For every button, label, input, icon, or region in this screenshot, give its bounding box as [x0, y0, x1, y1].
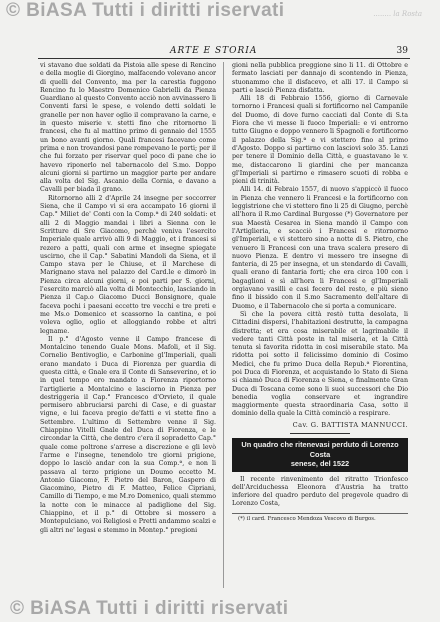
paragraph: Sì che la povera città restò tutta desolata, li Cittadini dispersi, l'habitazioni destrutte, la campagna distretta; et era cosa miserabile et lagrimabile il vedere tanti Città poste in tal miseria, et la Città tenuta sì favorita ridotta in così miserabile stato. Ma ridotta poi sotto il felicissimo dominio di Cosimo Medici, che fu primo Duca della Repub.ª Fiorentina, poi Duca di Fiorenza, et acquistando lo Stato di Siena si chiamò Duca di Fiorenza e Siena, e finalmente Gran Duca di Toscana come sono li suoi successori che Dio benedia voglia conservare et ingrandire maggiormente questa straordinaria Casa, sotto il dominio della quale la Città cominciò a respirare. [232, 310, 408, 418]
paragraph: gioni nella pubblica preggione sino li 11. di Ottobre e fermato lasciati per dannajo di scontendo in Pienza, stuonammo che il disfacevo, et alli 17. il Campo si parti e lasciò Pienza disfatta. [232, 62, 408, 94]
left-column [40, 62, 216, 590]
paragraph: Ritornorno alli 2 d'Aprile 24 insegne per soccorrer Siena, che il Campo vi si era accampato 16 giorni il Cap.° Miliet de' Conti con la Comp.ª di 240 soldati: et alli 2 di Maggio mandai i libri a Sienna con le Scritture di Sre Giacomo, perchè veniva l'esercito Imperiale quale arrivò alli 9 di Maggio, et i francesi si rezero a patti, quali con arme et insegne spiegate uscirno, che il Cap.° Sabatini Mandoli da Siena, et il Campo stava per le Chiuse, et il Marchese di Marignano stava nel palazzo del Card.le e dimorò in Pienza circa alcuni giorni, e poi parti per S. giorni, l'esercito marciò alla volta di Montecchio, lasciando in Pienza il Cap.o Giacomo Ducci Bonsignore, quale faceva pochi i paesani eccetto tre vecchi e tre preti e me Ms.o Domenico et scassorno la cantina, e poi voleva oglio, oglio et alloggiando robbe et altri legname. [40, 194, 216, 335]
bottom-watermark-band [0, 596, 440, 622]
paragraph: Il p.° d'Agosto venne il Campo francese di Montalcino tenendo Guale Mons. Mafoli, et il Sig. Cornelio Bentivoglio, e Carbonine gl'Imperiali, quali erano mandato i Duca di Fiorenza per guardia di questa città, e Gnale era il Conte di Sanseverino, et io in quel tempo ero mandato a Fiorenza riportorno l'artiglierie a Montalcino e lasciorno in Pienza per destriggeria il Cap.° Francesco d'Orvieto, il quale permisero abbruciarsi parchi di Case, e di guastar vigne, e lui faceva pregio de'fatti e vi stette fino a Settembre. L'ultimo di Settembre venne il Sig. Chiappino Vitelli Gnale del Duca di Fiorenza, e le circondar la Città, che dentro c'era il sopradetto Cap.° quale come poltrone s'arrese a discrezione e gli levò l'arme e l'insegne, tenendolo tre giorni prigione, doppo lo lasciò andar con la sua Comp.ª, e non li passava al terzo prigione un Doumo eccetto M. Antonio Giacomo, F. Pietro del Baron, Gaspero di Giacomino, Pietro di F. Matteo, Felice Cipriani, Camillo di Tiempo, e me M.ro Domenico, quali stemmo la notte con le minacce al padiglione del Sig. Chiappino, et il p.° di Ottobre si mossero a Montepulciano, voi Religiosi e Pretti andammo scalzi e gli altri ne' legasi e stemmo in Montep.° pregioni [40, 335, 216, 534]
section-text: Il recente rinvenimento del ritratto Trionfesco dell'Arciduchessa Eleonora d'Austria ha tratto inferiore del quadro perduto del pregevole quadro di Lorenzo Costa, [232, 475, 408, 508]
watermark-bottom: © BiASA Tutti i diritti riservati [10, 598, 289, 619]
separator-rule [290, 433, 350, 434]
section-heading-line: senese, del 1522 [290, 459, 350, 469]
page-number: 39 [396, 46, 408, 56]
running-head: ........ la Rosta [373, 10, 422, 18]
paragraph: Alli 18 di Febbraio 1556, giorno di Carnevale tornorno i Francesi quali si fortificorno nel Campanile del Duomo, di dove furno cacciati dal Conte di S.ta Fiora che vi messe li fuoco Imperiali: e vi entrorno tutto Giugno e doppo vennero li Spagnoli e fortificorno il palazzo della Sig.ª e vi stettero fino al primo d'Agosto. Doppo si partirno con lasciovi solo 35. Lanzi per tenere il Dominio della Città, e guastavano le v. me, distaccarono li giardini che per mancanza gl'Imperiali si partirno e rimasero scuoti di robba e pieni di trinità. [232, 95, 408, 186]
right-column [232, 62, 408, 590]
footnote: (*) il card. Francesco Mendoza Vescovo di Burgos. [232, 513, 408, 523]
page-title: ARTE E STORIA [170, 46, 258, 56]
watermark-top: © BiASA Tutti i diritti riservati [6, 0, 285, 21]
section-heading-line: Un quadro che ritenevasi perduto di Lorenzo Costa [241, 440, 399, 459]
section-heading [232, 438, 408, 472]
author-signature: Cav. G. BATTISTA MANNUCCI. [292, 420, 408, 429]
paragraph: Alli 14. di Febraio 1557, di nuovo s'appiccò il fuoco in Pienza che vennero li Francesi e la fortificorno con leggistrione che vi stettero fino li 25 di Giugno, perchè all'hora il R.mo Cardinal Burgosse (*) Governatore per sua Maestà Cesarea in Siena mandò il Campo con l'Artiglieria, e scacciò i Francesi e ritornorno gl'Imperiali, e vi stettero sino a notte di S. Pietro, che venuero li Francesi con una trava scalera presero di nuovo Pienza. E dentro vi messero tre insegne di fanteria, di 25 per insegna, et un stendardo di Cavalli, quali erano di fantaria forti; che era circa 100 con i bagaglioni e sì all'hora li Francesi e gl'Imperiali orgiavano vasilli e casi fecero del resto, e più sieno fino il bissido con il S.mo Sacramento dell'altare di Duomo, e il Tabernacolo che si porta a comunicare. [232, 186, 408, 310]
paragraph: vi stavano due soldati da Pistoia alle spese di Rencino e della moglie di Giorgino, malfacendo volevano ancor di quelli del Convento, ma per la carestia fuggono Rencino fu lo Maestro Domenico Gabrielli da Pienza Guardiano al questo Convento acciò non avvinassero li Conventi farsi le spese, e volendo detti soldati le granelle per non haver oglio il compravano la carne, e in questo miserie v. stetti fino che ritornorno li francesi, che fu al mattino primo di gennaio del 1555 un bono avanti giorno. Quali francesi facevano come prima e non trovandosi pane rompevano le porti; per il che fui forzato per riservar quel poco di pane che io havevo riponerlo nel tabernacolo del S.mo. Doppo alcuni giorni si partirno un maggior parte per andare alla volta del Sig. Ascanio della Cornia, e davano a Cavalli per biada il grano. [40, 62, 216, 194]
page-header [38, 46, 410, 59]
top-watermark-band [0, 0, 440, 34]
column-divider [223, 62, 224, 588]
